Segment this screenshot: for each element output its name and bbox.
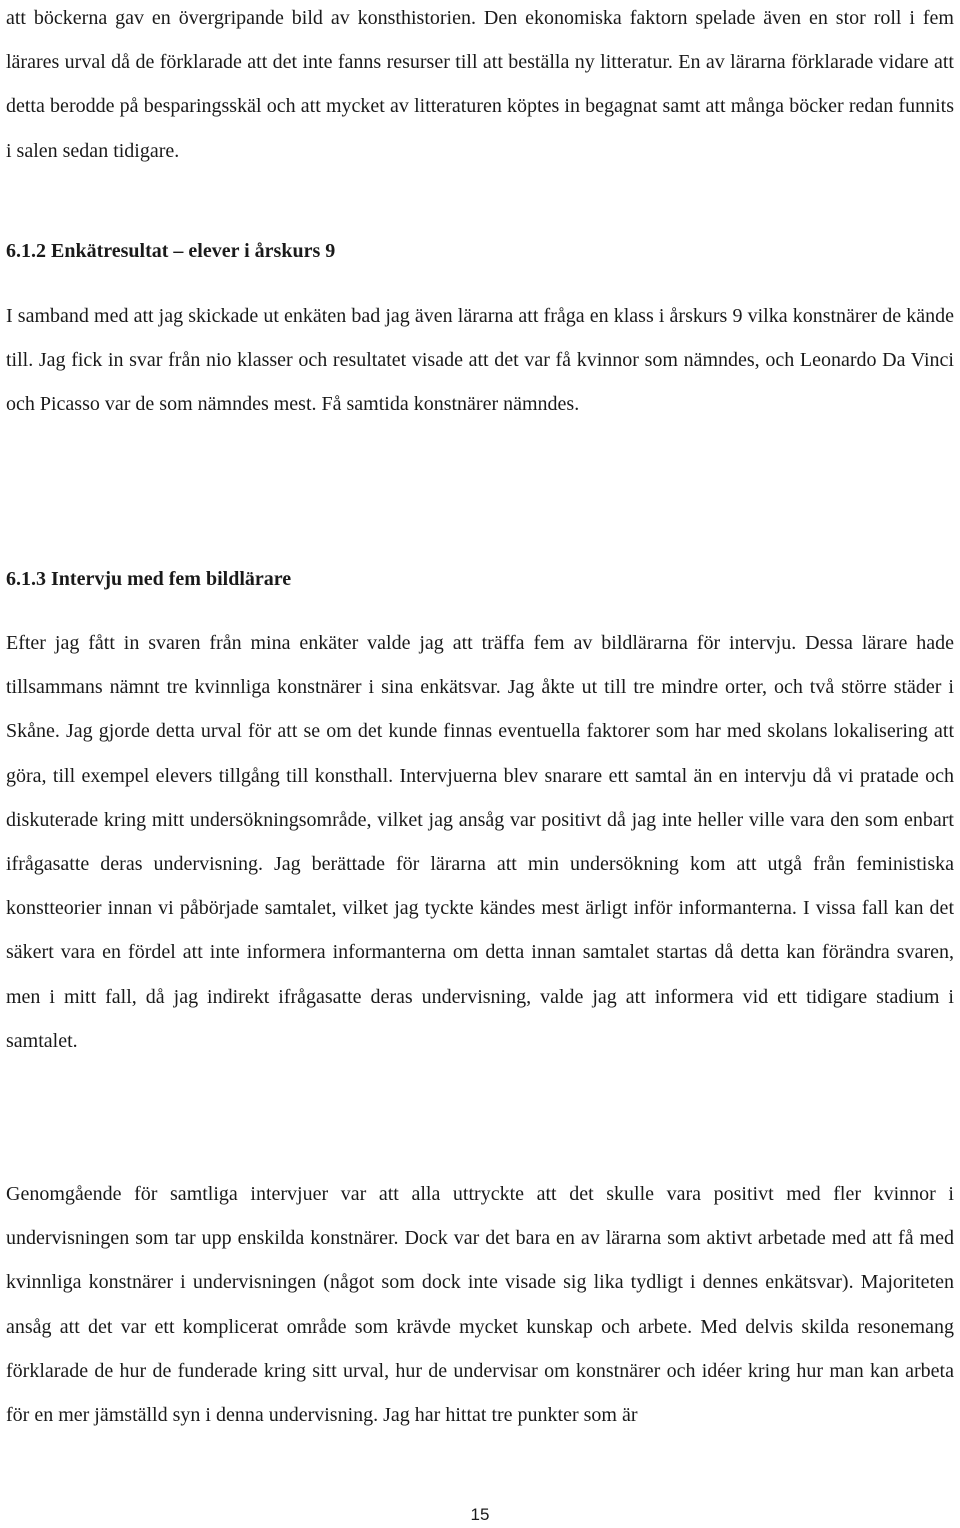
section-paragraph-612: I samband med att jag skickade ut enkäten bad jag även lärarna att fråga en klass i årskurs 9 vilka konstnärer de kände till. Jag fick in svar från nio klasser och resultatet visade att det var få kvinnor som nämndes, och Leonardo Da Vinci och Picasso var de som nämndes mest. Få samtida konstnärer nämndes.	[6, 305, 954, 416]
section-heading-613: 6.1.3 Intervju med fem bildlärare	[6, 568, 292, 590]
page-number: 15	[470, 1505, 490, 1524]
document-page	[6, 0, 954, 1528]
section-heading-612: 6.1.2 Enkätresultat – elever i årskurs 9	[6, 240, 336, 262]
summary-paragraph: Genomgående för samtliga intervjuer var att alla uttryckte att det skulle vara positivt med fler kvinnor i undervisningen som tar upp enskilda konstnärer. Dock var det bara en av lärarna som aktivt arbetade med att få med kvinnliga konstnärer i undervisningen (något som dock inte visade sig lika tydligt i dennes enkätsvar). Majoriteten ansåg att det var ett komplicerat område som krävde mycket kunskap och arbete. Med delvis skilda resonemang förklarade de hur de funderade kring sitt urval, hur de undervisar om konstnärer och idéer kring hur man kan arbeta för en mer jämställd syn i denna undervisning. Jag har hittat tre punkter som är	[6, 1183, 954, 1427]
section-paragraph-613: Efter jag fått in svaren från mina enkäter valde jag att träffa fem av bildlärarna för intervju. Dessa lärare hade tillsammans nämnt tre kvinnliga konstnärer i sina enkätsvar. Jag åkte ut till tre mindre orter, och två större städer i Skåne. Jag gjorde detta urval för att se om det kunde finnas eventuella faktorer som har med skolans lokalisering att göra, till exempel elevers tillgång till konsthall. Intervjuerna blev snarare ett samtal än en intervju då vi pratade och diskuterade kring mitt undersökningsområde, vilket jag ansåg var positivt då jag inte heller ville vara den som enbart ifrågasatte deras undervisning. Jag berättade för lärarna att min undersökning kom att utgå från feministiska konstteorier innan vi påbörjade samtalet, vilket jag tyckte kändes mest ärligt inför informanterna. I vissa fall kan det säkert vara en fördel att inte informera informanterna om detta innan samtalet startas då detta kan förändra svaren, men i mitt fall, då jag indirekt ifrågasatte deras undervisning, valde jag att informera vid ett tidigare stadium i samtalet.	[6, 632, 954, 1052]
intro-paragraph: att böckerna gav en övergripande bild av konsthistorien. Den ekonomiska faktorn spelade även en stor roll i fem lärares urval då de förklarade att det inte fanns resurser till att beställa ny litteratur. En av lärarna förklarade vidare att detta berodde på besparingsskäl och att mycket av litteraturen köptes in begagnat samt att många böcker redan funnits i salen sedan tidigare.	[6, 7, 954, 162]
